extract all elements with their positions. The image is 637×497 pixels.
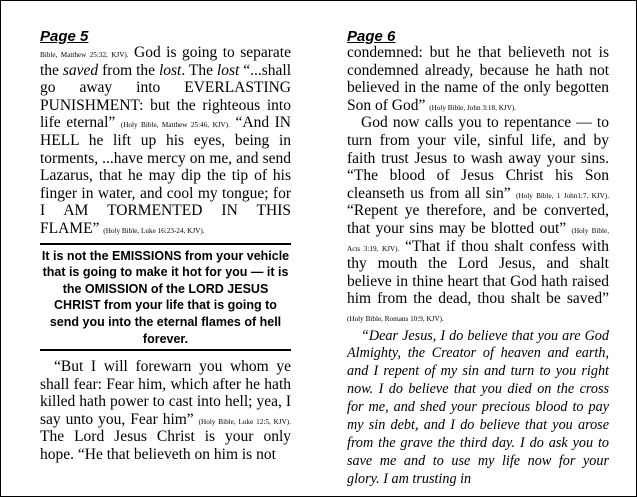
paragraph	[347, 44, 609, 114]
paragraph	[40, 358, 291, 464]
text-run: “And IN HELL he lift up his eyes, being in torments, ...have mercy on me, and send Lazarus, that he may dip the tip of his finger in water, and cool my tongue; for I AM TORMENTED IN THIS FLAME”	[40, 114, 291, 237]
text-run: . The	[181, 61, 217, 79]
page-heading: Page 6	[347, 28, 396, 45]
text-run: The Lord Jesus Christ is your only hope. “He that believeth on him is not	[40, 428, 291, 464]
scripture-citation: (Holy Bible, Matthew 25:46, KJV).	[120, 121, 230, 130]
sinner-prayer: “Dear Jesus, I do believe that you are God Almighty, the Creator of heaven and earth, and I repent of my sin and turn to you right now. I do believe that you died on the cross for me, and shed your precious blood to pay my sin debt, and I do believe that you arose from the grave the third day. I do ask you to save me and to use my life now for your glory. I am trusting in	[347, 327, 609, 487]
scripture-citation: (Holy Bible, Luke 12:5, KJV).	[198, 417, 291, 426]
text-run: lost	[158, 61, 182, 79]
text-run: condemned: but he that believeth not is condemned already, because he hath not believed in the name of the only begotten Son of God”	[347, 44, 609, 114]
page-5	[40, 29, 291, 464]
page-body	[347, 44, 609, 489]
emphasis-callout: It is not the EMISSIONS from your vehicle that is going to make it hot for you — it is the OMISSION of the LORD JESUS CHRIST from your life that is going to send you into the eternal flames of hell forever.	[40, 243, 291, 352]
paragraph	[40, 44, 291, 238]
text-run: God is going to separate the	[40, 44, 291, 79]
paragraph	[347, 114, 609, 325]
scripture-citation: Bible, Matthew 25:32, KJV).	[40, 51, 129, 59]
text-run: from the	[98, 61, 159, 79]
text-run: lost	[216, 61, 240, 79]
scripture-citation: (Holy Bible, Romans 10:9, KJV).	[347, 314, 444, 323]
scripture-citation: (Holy Bible, Acts 3:19, KJV).	[347, 226, 609, 253]
page-body	[40, 44, 291, 464]
text-run: “...shall go away into EVERLASTING PUNISHMENT: but the righteous into life eternal”	[40, 61, 292, 132]
scripture-citation: (Holy Bible, John 3:18, KJV).	[429, 103, 517, 112]
text-run: saved	[62, 61, 99, 79]
text-run: “That if thou shalt confess with thy mouth the Lord Jesus, and shalt believe in thine heart that God hath raised him from the dead, thou shalt be saved”	[347, 237, 610, 308]
scripture-citation: (Holy Bible, Luke 16:23-24, KJV).	[103, 226, 205, 235]
scripture-citation: (Holy Bible, 1 John1:7, KJV).	[516, 191, 609, 200]
page-6	[347, 29, 609, 489]
text-run: God now calls you to repentance — to turn from your vile, sinful life, and by faith trust Jesus to wash away your sins. “The blood of Jesus Christ his Son cleanseth us from all sin”	[347, 114, 609, 202]
text-run: “Repent ye therefore, and be converted, that your sins may be blotted out”	[347, 202, 609, 237]
text-run: “But I will forewarn you whom ye shall fear: Fear him, which after he hath killed hath power to cast into hell; yea, I say unto you, Fear him”	[40, 358, 291, 428]
page-heading: Page 5	[40, 28, 89, 45]
